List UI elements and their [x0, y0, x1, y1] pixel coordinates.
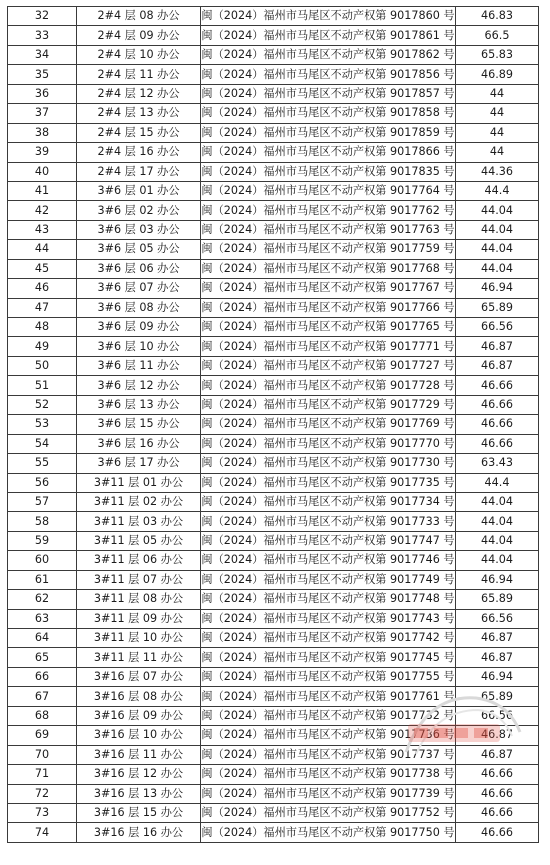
table-row: [8, 629, 539, 648]
row-number-cell: 55: [8, 454, 77, 473]
row-number-cell: 67: [8, 687, 77, 706]
certificate-number-cell: 闽（2024）福州市马尾区不动产权第 9017759 号: [201, 240, 456, 259]
row-number-cell: 68: [8, 706, 77, 725]
certificate-number-cell: 闽（2024）福州市马尾区不动产权第 9017860 号: [201, 7, 456, 26]
table-row: [8, 609, 539, 628]
table-row: [8, 123, 539, 142]
unit-name-cell: 3#6 层 16 办公: [77, 434, 201, 453]
area-cell: 46.66: [456, 395, 539, 414]
table-row: [8, 823, 539, 842]
certificate-number-cell: 闽（2024）福州市马尾区不动产权第 9017857 号: [201, 84, 456, 103]
area-cell: 44.04: [456, 259, 539, 278]
area-cell: 44.36: [456, 162, 539, 181]
row-number-cell: 66: [8, 667, 77, 686]
row-number-cell: 50: [8, 356, 77, 375]
table-row: [8, 415, 539, 434]
area-cell: 44.4: [456, 473, 539, 492]
unit-name-cell: 3#6 层 12 办公: [77, 376, 201, 395]
area-cell: 65.89: [456, 687, 539, 706]
row-number-cell: 60: [8, 551, 77, 570]
area-cell: 46.87: [456, 356, 539, 375]
row-number-cell: 65: [8, 648, 77, 667]
certificate-number-cell: 闽（2024）福州市马尾区不动产权第 9017859 号: [201, 123, 456, 142]
certificate-number-cell: 闽（2024）福州市马尾区不动产权第 9017742 号: [201, 629, 456, 648]
unit-name-cell: 3#6 层 15 办公: [77, 415, 201, 434]
area-cell: 65.83: [456, 45, 539, 64]
area-cell: 46.94: [456, 667, 539, 686]
certificate-number-cell: 闽（2024）福州市马尾区不动产权第 9017739 号: [201, 784, 456, 803]
certificate-number-cell: 闽（2024）福州市马尾区不动产权第 9017861 号: [201, 26, 456, 45]
certificate-number-cell: 闽（2024）福州市马尾区不动产权第 9017750 号: [201, 823, 456, 842]
table-row: [8, 551, 539, 570]
row-number-cell: 51: [8, 376, 77, 395]
unit-name-cell: 3#16 层 15 办公: [77, 803, 201, 822]
row-number-cell: 62: [8, 590, 77, 609]
row-number-cell: 45: [8, 259, 77, 278]
row-number-cell: 59: [8, 531, 77, 550]
row-number-cell: 41: [8, 181, 77, 200]
row-number-cell: 46: [8, 279, 77, 298]
row-number-cell: 61: [8, 570, 77, 589]
row-number-cell: 64: [8, 629, 77, 648]
unit-name-cell: 3#11 层 05 办公: [77, 531, 201, 550]
row-number-cell: 74: [8, 823, 77, 842]
unit-name-cell: 3#11 层 02 办公: [77, 492, 201, 511]
table-row: [8, 803, 539, 822]
certificate-number-cell: 闽（2024）福州市马尾区不动产权第 9017749 号: [201, 570, 456, 589]
certificate-number-cell: 闽（2024）福州市马尾区不动产权第 9017755 号: [201, 667, 456, 686]
area-cell: 46.66: [456, 823, 539, 842]
unit-name-cell: 2#4 层 17 办公: [77, 162, 201, 181]
property-table: [7, 6, 539, 843]
unit-name-cell: 3#6 层 13 办公: [77, 395, 201, 414]
area-cell: 66.5: [456, 26, 539, 45]
area-cell: 44.04: [456, 220, 539, 239]
area-cell: 44.04: [456, 492, 539, 511]
table-row: [8, 240, 539, 259]
table-row: [8, 104, 539, 123]
area-cell: 44: [456, 123, 539, 142]
area-cell: 46.66: [456, 803, 539, 822]
certificate-number-cell: 闽（2024）福州市马尾区不动产权第 9017730 号: [201, 454, 456, 473]
table-row: [8, 454, 539, 473]
certificate-number-cell: 闽（2024）福州市马尾区不动产权第 9017769 号: [201, 415, 456, 434]
area-cell: 44: [456, 104, 539, 123]
table-row: [8, 434, 539, 453]
row-number-cell: 56: [8, 473, 77, 492]
certificate-number-cell: 闽（2024）福州市马尾区不动产权第 9017862 号: [201, 45, 456, 64]
table-row: [8, 26, 539, 45]
certificate-number-cell: 闽（2024）福州市马尾区不动产权第 9017771 号: [201, 337, 456, 356]
row-number-cell: 53: [8, 415, 77, 434]
unit-name-cell: 3#11 层 09 办公: [77, 609, 201, 628]
unit-name-cell: 2#4 层 15 办公: [77, 123, 201, 142]
area-cell: 63.43: [456, 454, 539, 473]
unit-name-cell: 3#11 层 10 办公: [77, 629, 201, 648]
unit-name-cell: 3#16 层 10 办公: [77, 726, 201, 745]
certificate-number-cell: 闽（2024）福州市马尾区不动产权第 9017856 号: [201, 65, 456, 84]
area-cell: 46.66: [456, 415, 539, 434]
unit-name-cell: 2#4 层 09 办公: [77, 26, 201, 45]
property-table-body: [8, 7, 539, 843]
unit-name-cell: 3#11 层 08 办公: [77, 590, 201, 609]
unit-name-cell: 3#6 层 08 办公: [77, 298, 201, 317]
row-number-cell: 54: [8, 434, 77, 453]
unit-name-cell: 3#16 层 13 办公: [77, 784, 201, 803]
unit-name-cell: 3#16 层 09 办公: [77, 706, 201, 725]
row-number-cell: 39: [8, 143, 77, 162]
unit-name-cell: 3#11 层 11 办公: [77, 648, 201, 667]
certificate-number-cell: 闽（2024）福州市马尾区不动产权第 9017768 号: [201, 259, 456, 278]
row-number-cell: 52: [8, 395, 77, 414]
unit-name-cell: 3#11 层 07 办公: [77, 570, 201, 589]
table-row: [8, 7, 539, 26]
unit-name-cell: 2#4 层 10 办公: [77, 45, 201, 64]
certificate-number-cell: 闽（2024）福州市马尾区不动产权第 9017727 号: [201, 356, 456, 375]
table-row: [8, 395, 539, 414]
row-number-cell: 48: [8, 318, 77, 337]
unit-name-cell: 3#11 层 01 办公: [77, 473, 201, 492]
certificate-number-cell: 闽（2024）福州市马尾区不动产权第 9017765 号: [201, 318, 456, 337]
row-number-cell: 58: [8, 512, 77, 531]
table-row: [8, 181, 539, 200]
certificate-number-cell: 闽（2024）福州市马尾区不动产权第 9017770 号: [201, 434, 456, 453]
row-number-cell: 70: [8, 745, 77, 764]
certificate-number-cell: 闽（2024）福州市马尾区不动产权第 9017766 号: [201, 298, 456, 317]
unit-name-cell: 2#4 层 08 办公: [77, 7, 201, 26]
area-cell: 46.66: [456, 376, 539, 395]
row-number-cell: 63: [8, 609, 77, 628]
certificate-number-cell: 闽（2024）福州市马尾区不动产权第 9017745 号: [201, 648, 456, 667]
certificate-number-cell: 闽（2024）福州市马尾区不动产权第 9017761 号: [201, 687, 456, 706]
table-row: [8, 667, 539, 686]
unit-name-cell: 2#4 层 11 办公: [77, 65, 201, 84]
area-cell: 44: [456, 143, 539, 162]
row-number-cell: 49: [8, 337, 77, 356]
area-cell: 46.66: [456, 765, 539, 784]
table-row: [8, 590, 539, 609]
unit-name-cell: 3#6 层 01 办公: [77, 181, 201, 200]
area-cell: 46.83: [456, 7, 539, 26]
unit-name-cell: 3#6 层 17 办公: [77, 454, 201, 473]
table-row: [8, 570, 539, 589]
area-cell: 44.04: [456, 531, 539, 550]
unit-name-cell: 3#6 层 10 办公: [77, 337, 201, 356]
table-row: [8, 512, 539, 531]
area-cell: 46.94: [456, 279, 539, 298]
unit-name-cell: 3#6 层 03 办公: [77, 220, 201, 239]
unit-name-cell: 2#4 层 12 办公: [77, 84, 201, 103]
table-row: [8, 162, 539, 181]
row-number-cell: 36: [8, 84, 77, 103]
area-cell: 44.04: [456, 201, 539, 220]
area-cell: 46.87: [456, 745, 539, 764]
unit-name-cell: 3#11 层 06 办公: [77, 551, 201, 570]
certificate-number-cell: 闽（2024）福州市马尾区不动产权第 9017763 号: [201, 220, 456, 239]
table-row: [8, 318, 539, 337]
unit-name-cell: 3#6 层 06 办公: [77, 259, 201, 278]
table-row: [8, 201, 539, 220]
certificate-number-cell: 闽（2024）福州市马尾区不动产权第 9017866 号: [201, 143, 456, 162]
property-listing-sheet: [7, 6, 534, 843]
unit-name-cell: 3#16 层 08 办公: [77, 687, 201, 706]
row-number-cell: 57: [8, 492, 77, 511]
area-cell: 66.56: [456, 609, 539, 628]
table-row: [8, 84, 539, 103]
unit-name-cell: 2#4 层 13 办公: [77, 104, 201, 123]
row-number-cell: 38: [8, 123, 77, 142]
unit-name-cell: 3#6 层 09 办公: [77, 318, 201, 337]
area-cell: 66.56: [456, 318, 539, 337]
area-cell: 65.89: [456, 590, 539, 609]
area-cell: 44.4: [456, 181, 539, 200]
certificate-number-cell: 闽（2024）福州市马尾区不动产权第 9017733 号: [201, 512, 456, 531]
table-row: [8, 143, 539, 162]
table-row: [8, 473, 539, 492]
row-number-cell: 71: [8, 765, 77, 784]
table-row: [8, 687, 539, 706]
certificate-number-cell: 闽（2024）福州市马尾区不动产权第 9017752 号: [201, 803, 456, 822]
unit-name-cell: 3#16 层 07 办公: [77, 667, 201, 686]
unit-name-cell: 3#6 层 07 办公: [77, 279, 201, 298]
table-row: [8, 784, 539, 803]
table-row: [8, 356, 539, 375]
area-cell: 46.66: [456, 434, 539, 453]
certificate-number-cell: 闽（2024）福州市马尾区不动产权第 9017743 号: [201, 609, 456, 628]
certificate-number-cell: 闽（2024）福州市马尾区不动产权第 9017734 号: [201, 492, 456, 511]
area-cell: 46.87: [456, 337, 539, 356]
area-cell: 66.56: [456, 706, 539, 725]
table-row: [8, 65, 539, 84]
area-cell: 65.89: [456, 298, 539, 317]
certificate-number-cell: 闽（2024）福州市马尾区不动产权第 9017835 号: [201, 162, 456, 181]
unit-name-cell: 3#11 层 03 办公: [77, 512, 201, 531]
certificate-number-cell: 闽（2024）福州市马尾区不动产权第 9017729 号: [201, 395, 456, 414]
area-cell: 44.04: [456, 512, 539, 531]
unit-name-cell: 2#4 层 16 办公: [77, 143, 201, 162]
table-row: [8, 492, 539, 511]
certificate-number-cell: 闽（2024）福州市马尾区不动产权第 9017736 号: [201, 726, 456, 745]
certificate-number-cell: 闽（2024）福州市马尾区不动产权第 9017858 号: [201, 104, 456, 123]
area-cell: 44.04: [456, 240, 539, 259]
table-row: [8, 706, 539, 725]
table-row: [8, 765, 539, 784]
area-cell: 46.87: [456, 648, 539, 667]
unit-name-cell: 3#16 层 16 办公: [77, 823, 201, 842]
certificate-number-cell: 闽（2024）福州市马尾区不动产权第 9017738 号: [201, 765, 456, 784]
unit-name-cell: 3#16 层 11 办公: [77, 745, 201, 764]
area-cell: 44: [456, 84, 539, 103]
table-row: [8, 220, 539, 239]
table-row: [8, 279, 539, 298]
certificate-number-cell: 闽（2024）福州市马尾区不动产权第 9017762 号: [201, 201, 456, 220]
area-cell: 46.87: [456, 726, 539, 745]
unit-name-cell: 3#6 层 02 办公: [77, 201, 201, 220]
row-number-cell: 40: [8, 162, 77, 181]
certificate-number-cell: 闽（2024）福州市马尾区不动产权第 9017767 号: [201, 279, 456, 298]
table-row: [8, 45, 539, 64]
area-cell: 46.87: [456, 629, 539, 648]
area-cell: 46.89: [456, 65, 539, 84]
table-row: [8, 337, 539, 356]
table-row: [8, 745, 539, 764]
row-number-cell: 44: [8, 240, 77, 259]
certificate-number-cell: 闽（2024）福州市马尾区不动产权第 9017728 号: [201, 376, 456, 395]
certificate-number-cell: 闽（2024）福州市马尾区不动产权第 9017735 号: [201, 473, 456, 492]
area-cell: 44.04: [456, 551, 539, 570]
unit-name-cell: 3#16 层 12 办公: [77, 765, 201, 784]
row-number-cell: 69: [8, 726, 77, 745]
row-number-cell: 73: [8, 803, 77, 822]
table-row: [8, 298, 539, 317]
unit-name-cell: 3#6 层 05 办公: [77, 240, 201, 259]
table-row: [8, 726, 539, 745]
row-number-cell: 72: [8, 784, 77, 803]
certificate-number-cell: 闽（2024）福州市马尾区不动产权第 9017746 号: [201, 551, 456, 570]
row-number-cell: 43: [8, 220, 77, 239]
certificate-number-cell: 闽（2024）福州市马尾区不动产权第 9017737 号: [201, 745, 456, 764]
certificate-number-cell: 闽（2024）福州市马尾区不动产权第 9017732 号: [201, 706, 456, 725]
table-row: [8, 259, 539, 278]
row-number-cell: 42: [8, 201, 77, 220]
row-number-cell: 34: [8, 45, 77, 64]
row-number-cell: 37: [8, 104, 77, 123]
row-number-cell: 35: [8, 65, 77, 84]
row-number-cell: 32: [8, 7, 77, 26]
area-cell: 46.94: [456, 570, 539, 589]
area-cell: 46.66: [456, 784, 539, 803]
certificate-number-cell: 闽（2024）福州市马尾区不动产权第 9017748 号: [201, 590, 456, 609]
table-row: [8, 376, 539, 395]
unit-name-cell: 3#6 层 11 办公: [77, 356, 201, 375]
certificate-number-cell: 闽（2024）福州市马尾区不动产权第 9017764 号: [201, 181, 456, 200]
row-number-cell: 33: [8, 26, 77, 45]
table-row: [8, 648, 539, 667]
row-number-cell: 47: [8, 298, 77, 317]
table-row: [8, 531, 539, 550]
certificate-number-cell: 闽（2024）福州市马尾区不动产权第 9017747 号: [201, 531, 456, 550]
